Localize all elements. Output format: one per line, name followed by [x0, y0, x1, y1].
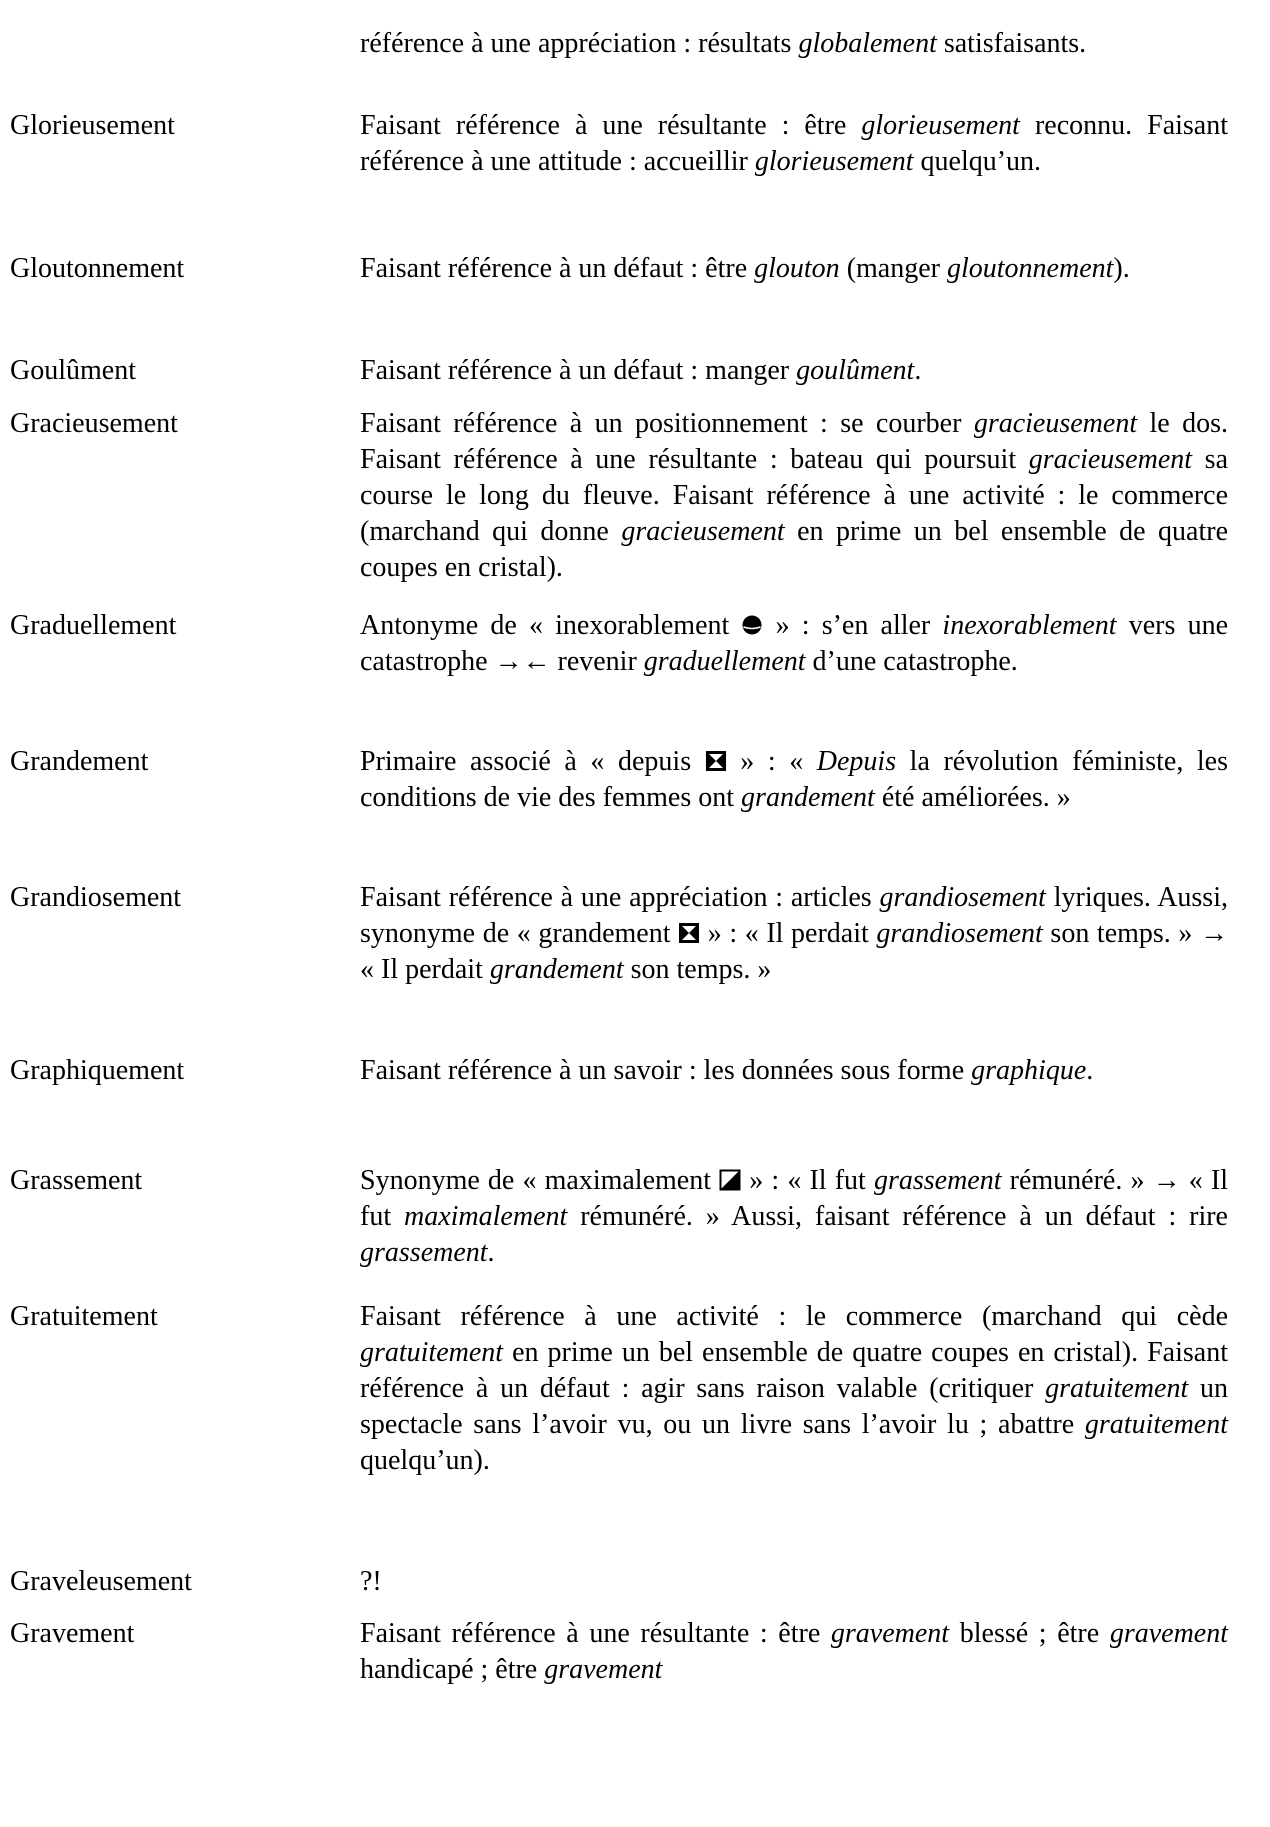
hourglass-box-icon [705, 750, 727, 772]
entry-definition: Faisant référence à une appréciation : articles grandiosement lyriques. Aussi, synonyme de « grandement » : « Il perdait grandiosement son temps. » → « Il perdait grandement son temps. » [360, 882, 1229, 985]
dictionary-entry [0, 108, 1228, 180]
entry-term: Gravement [10, 1618, 135, 1649]
dictionary-entry [0, 1616, 1228, 1688]
dictionary-entry [0, 353, 1228, 389]
dictionary-entry [0, 26, 1228, 62]
entry-term: Goulûment [10, 355, 136, 386]
dictionary-entry [0, 1564, 1228, 1600]
entry-definition: Faisant référence à une résultante : être glorieusement reconnu. Faisant référence à une attitude : accueillir glorieusement quelqu’un. [360, 110, 1228, 177]
entry-term: Grandement [10, 746, 149, 777]
entry-term: Glorieusement [10, 110, 175, 141]
dictionary-entry [0, 744, 1228, 816]
entry-definition: Faisant référence à une résultante : être gravement blessé ; être gravement handicapé ; être gravement [360, 1618, 1228, 1685]
entry-term: Graphiquement [10, 1055, 185, 1086]
half-filled-circle-icon [741, 614, 763, 636]
entry-term: Gloutonnement [10, 253, 185, 284]
dictionary-entry [0, 406, 1228, 586]
dictionary-entry [0, 880, 1228, 988]
entry-term: Grassement [10, 1165, 143, 1196]
entry-term: Graveleusement [10, 1566, 192, 1597]
entry-definition: Faisant référence à un défaut : manger goulûment. [360, 355, 922, 386]
dictionary-entry [0, 251, 1228, 287]
entry-definition: Faisant référence à un défaut : être glouton (manger gloutonnement). [360, 253, 1130, 284]
entry-term: Gratuitement [10, 1301, 158, 1332]
entry-definition: Antonyme de « inexorablement » : s’en aller inexorablement vers une catastrophe →← revenir graduellement d’une catastrophe. [360, 610, 1228, 677]
entry-definition: ?! [360, 1566, 382, 1597]
entry-term: Gracieusement [10, 408, 178, 439]
entry-definition: référence à une appréciation : résultats globalement satisfaisants. [360, 28, 1087, 59]
diagonal-square-icon [719, 1169, 741, 1191]
entry-term: Graduellement [10, 610, 177, 641]
dictionary-entry [0, 1299, 1228, 1479]
dictionary-entry [0, 608, 1228, 680]
entry-term: Grandiosement [10, 882, 182, 913]
entry-definition: Faisant référence à un positionnement : se courber gracieusement le dos. Faisant référence à une résultante : bateau qui poursuit gracieusement sa course le long du fleuve. Faisant référence à une activité : le commerce (marchand qui donne gracieusement en prime un bel ensemble de quatre coupes en cristal). [360, 408, 1229, 583]
entry-definition: Faisant référence à une activité : le commerce (marchand qui cède gratuitement en prime un bel ensemble de quatre coupes en cristal). Faisant référence à un défaut : agir sans raison valable (critiquer gratuitement un spectacle sans l’avoir vu, ou un livre sans l’avoir lu ; abattre gratuitement quelqu’un). [360, 1301, 1229, 1476]
hourglass-box-icon [678, 922, 700, 944]
entry-definition: Synonyme de « maximalement » : « Il fut grassement rémunéré. » → « Il fut maximalement rémunéré. » Aussi, faisant référence à un défaut : rire grassement. [360, 1165, 1228, 1268]
entry-definition: Primaire associé à « depuis » : « Depuis la révolution féministe, les conditions de vie des femmes ont grandement été améliorées. » [360, 746, 1229, 813]
entry-definition: Faisant référence à un savoir : les données sous forme graphique. [360, 1055, 1094, 1086]
dictionary-entry [0, 1053, 1228, 1089]
dictionary-entry [0, 1163, 1228, 1271]
